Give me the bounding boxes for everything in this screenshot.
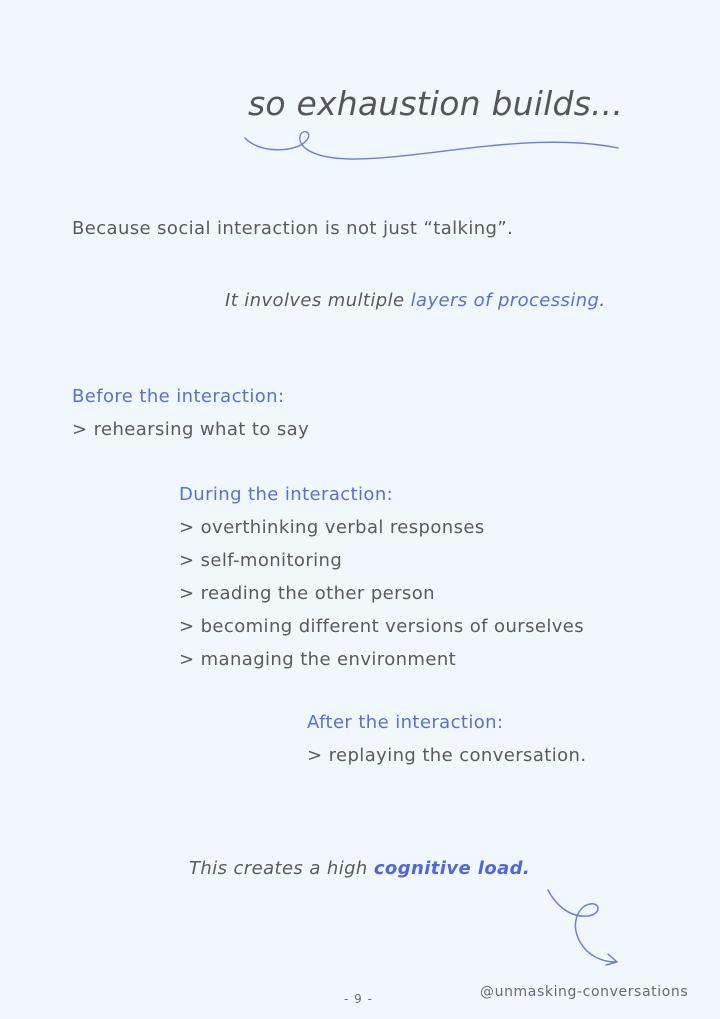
before-section xyxy=(72,386,309,452)
author-handle: @unmasking-conversations xyxy=(480,984,689,1000)
closing-statement xyxy=(189,858,530,879)
during-item: > overthinking verbal responses xyxy=(179,517,485,538)
intro-text: Because social interaction is not just “talking”. xyxy=(72,218,514,239)
closing-prefix: This creates a high xyxy=(189,858,374,879)
during-heading: During the interaction: xyxy=(179,484,394,505)
before-heading: Before the interaction: xyxy=(72,386,285,407)
curly-arrow-icon xyxy=(540,886,630,970)
after-heading: After the interaction: xyxy=(307,712,504,733)
title-flourish-decoration xyxy=(240,126,625,166)
during-item: > reading the other person xyxy=(179,583,435,604)
layers-highlight: layers of processing xyxy=(410,290,600,311)
during-item: > managing the environment xyxy=(179,649,457,670)
during-item: > self-monitoring xyxy=(179,550,343,571)
page-number: - 9 - xyxy=(344,992,373,1006)
before-item: > rehearsing what to say xyxy=(72,419,310,440)
layers-suffix: . xyxy=(599,290,606,311)
layers-statement xyxy=(225,290,605,311)
after-item: > replaying the conversation. xyxy=(307,745,587,766)
page-title: so exhaustion builds... xyxy=(248,84,624,123)
after-section xyxy=(307,712,586,778)
during-section xyxy=(179,484,584,682)
closing-highlight: cognitive load. xyxy=(373,858,531,879)
during-item: > becoming different versions of ourselves xyxy=(179,616,585,637)
layers-prefix: It involves multiple xyxy=(225,290,411,311)
